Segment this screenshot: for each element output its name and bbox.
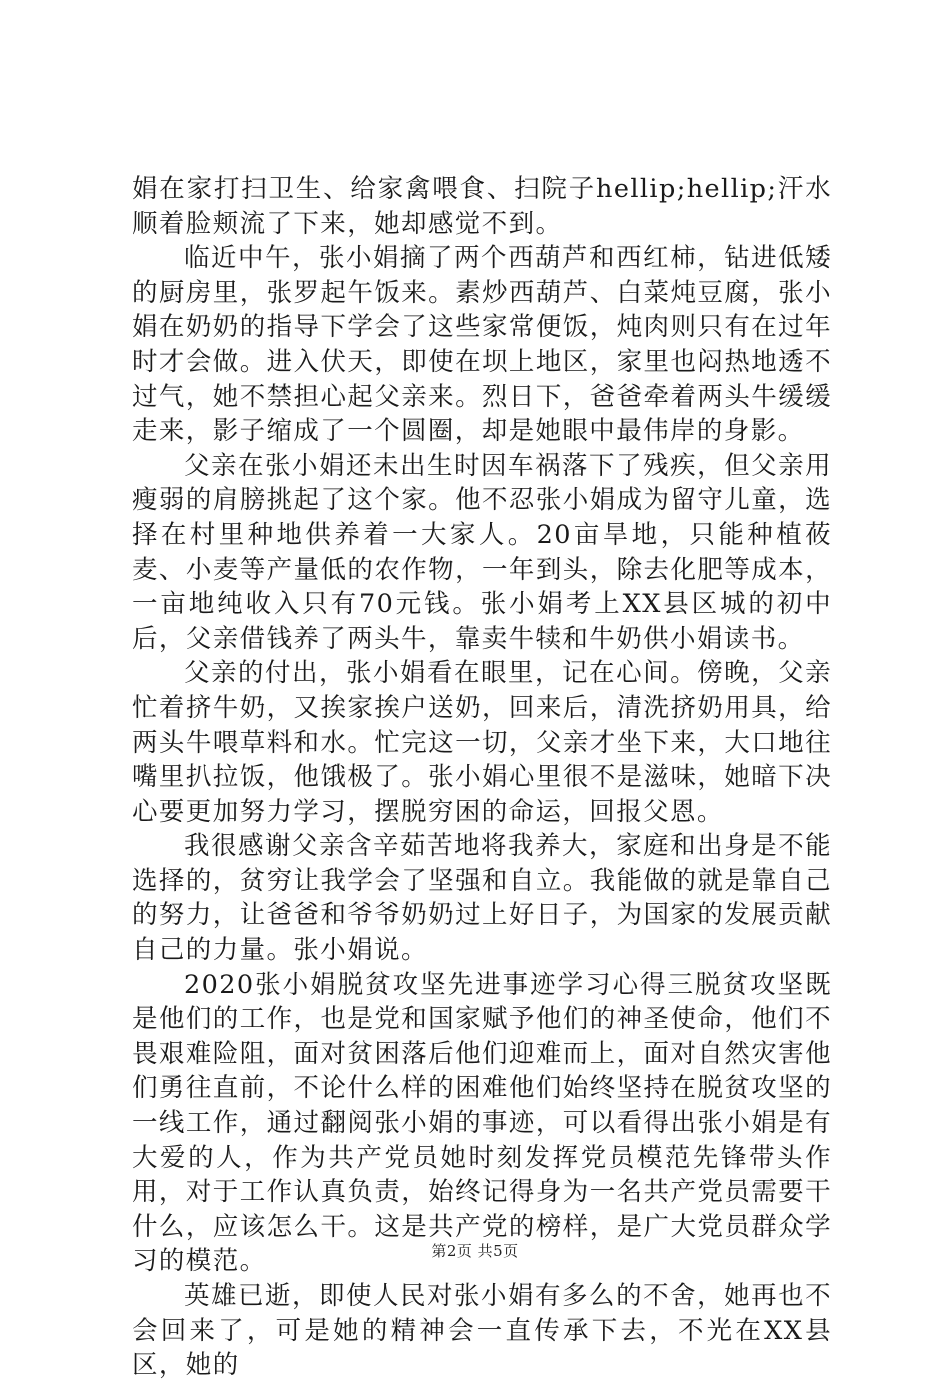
page-footer [0,1240,950,1261]
page-number: 第2页 [431,1242,473,1260]
page-total: 共5页 [477,1242,519,1260]
paragraph-4: 父亲的付出，张小娟看在眼里，记在心间。傍晚，父亲忙着挤牛奶，又挨家挨户送奶，回来后，清洗挤奶用具，给两头牛喂草料和水。忙完这一切，父亲才坐下来，大口地往嘴里扒拉饭，他饿极了。张小娟心里很不是滋味，她暗下决心要更加努力学习，摆脱穷困的命运，回报父恩。 [132,658,832,827]
paragraph-6: 2020张小娟脱贫攻坚先进事迹学习心得三脱贫攻坚既是他们的工作，也是党和国家赋予他们的神圣使命，他们不畏艰难险阻，面对贫困落后他们迎难而上，面对自然灾害他们勇往直前，不论什么样的困难他们始终坚持在脱贫攻坚的一线工作，通过翻阅张小娟的事迹，可以看得出张小娟是有大爱的人，作为共产党员她时刻发挥党员模范先锋带头作用，对于工作认真负责，始终记得身为一名共产党员需要干什么，应该怎么干。这是共产党的榜样，是广大党员群众学习的模范。 [132,969,832,1277]
paragraph-5: 我很感谢父亲含辛茹苦地将我养大，家庭和出身是不能选择的，贫穷让我学会了坚强和自立。我能做的就是靠自己的努力，让爸爸和爷爷奶奶过上好日子，为国家的发展贡献自己的力量。张小娟说。 [132,831,832,966]
paragraph-7: 英雄已逝，即使人民对张小娟有多么的不舍，她再也不会回来了，可是她的精神会一直传承下去，不光在XX县区，她的 [132,1281,832,1381]
paragraph-2: 临近中午，张小娟摘了两个西葫芦和西红柿，钻进低矮的厨房里，张罗起午饭来。素炒西葫芦、白菜炖豆腐，张小娟在奶奶的指导下学会了这些家常便饭，炖肉则只有在过年时才会做。进入伏天，即使在坝上地区，家里也闷热地透不过气，她不禁担心起父亲来。烈日下，爸爸牵着两头牛缓缓走来，影子缩成了一个圆圈，却是她眼中最伟岸的身影。 [132,243,832,447]
paragraph-1: 娟在家打扫卫生、给家禽喂食、扫院子hellip;hellip;汗水顺着脸颊流了下来，她却感觉不到。 [132,174,832,239]
document-body [132,172,832,1383]
paragraph-3: 父亲在张小娟还未出生时因车祸落下了残疾，但父亲用瘦弱的肩膀挑起了这个家。他不忍张小娟成为留守儿童，选择在村里种地供养着一大家人。20亩旱地，只能种植莜麦、小麦等产量低的农作物，一年到头，除去化肥等成本，一亩地纯收入只有70元钱。张小娟考上XX县区城的初中后，父亲借钱养了两头牛，靠卖牛犊和牛奶供小娟读书。 [132,450,832,654]
